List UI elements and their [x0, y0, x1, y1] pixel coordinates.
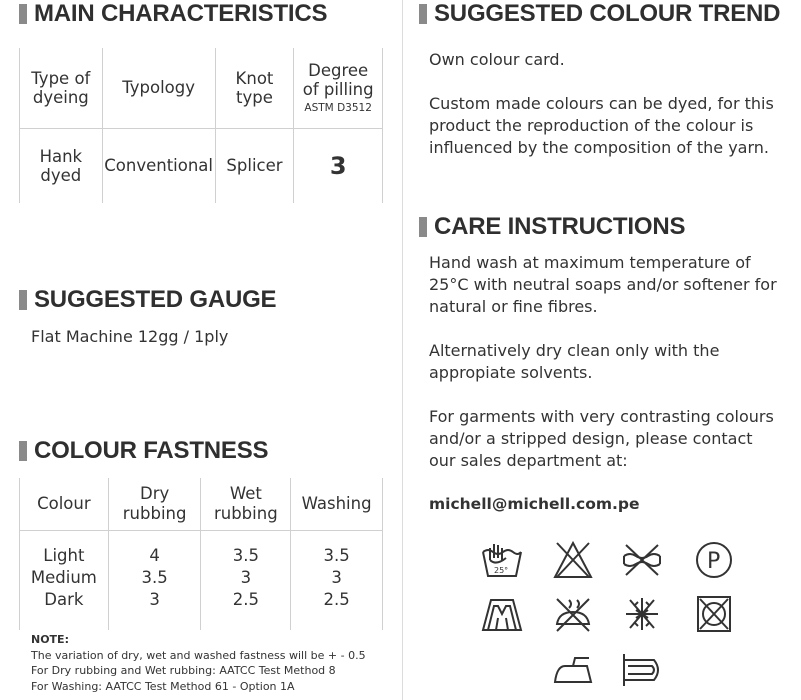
sweater-icon	[480, 594, 524, 634]
heading-bar	[419, 4, 427, 24]
value-knot-type: Splicer	[215, 128, 294, 203]
care-paragraph-wash: Hand wash at maximum temperature of 25°C with neutral soaps and/or softener for natural or fine fibres.	[429, 253, 777, 316]
colour-fastness-title: COLOUR FASTNESS	[34, 437, 269, 464]
note-line: For Washing: AATCC Test Method 61 - Option 1A	[31, 679, 295, 693]
no-wring-icon	[620, 540, 664, 580]
wet-dark: 2.5	[232, 589, 259, 609]
note-title: NOTE:	[31, 633, 69, 646]
hand-wash-icon	[480, 540, 524, 580]
heading-bar	[19, 290, 27, 310]
header-colour: Colour	[20, 478, 109, 530]
wet-rubbing-column	[201, 530, 291, 630]
note	[31, 632, 366, 694]
no-bleach-icon	[551, 540, 595, 580]
main-characteristics-heading	[19, 0, 327, 28]
colour-light: Light	[43, 545, 85, 565]
wet-medium: 3	[240, 567, 252, 587]
care-instructions-heading	[419, 213, 685, 241]
colour-medium: Medium	[30, 567, 97, 587]
care-paragraph-dryclean: Alternatively dry clean only with the appropiate solvents.	[429, 341, 720, 382]
header-type-of-dyeing: Type of dyeing	[20, 48, 103, 128]
value-degree-of-pilling: 3	[294, 128, 383, 203]
main-characteristics-table	[19, 48, 383, 203]
sales-email: michell@michell.com.pe	[429, 495, 640, 513]
header-washing: Washing	[291, 478, 383, 530]
washing-light: 3.5	[323, 545, 350, 565]
header-typology: Typology	[102, 48, 215, 128]
colour-fastness-table	[19, 478, 383, 630]
heading-bar	[19, 441, 27, 461]
header-wet-rubbing: Wet rubbing	[201, 478, 291, 530]
suggested-gauge-heading	[19, 286, 276, 314]
flat-dry-icon	[620, 650, 664, 690]
dry-light: 4	[149, 545, 160, 565]
colour-dark: Dark	[44, 589, 84, 609]
colour-trend-line: Own colour card.	[429, 50, 565, 69]
astm-standard: ASTM D3512	[304, 101, 372, 114]
care-instructions-title: CARE INSTRUCTIONS	[434, 213, 686, 240]
header-degree-of-pilling: Degree of pilling ASTM D3512	[294, 48, 383, 128]
colour-trend-paragraph: Custom made colours can be dyed, for this product the reproduction of the colour is influenced by the composition of the yarn.	[429, 94, 774, 157]
no-tumble-dry-icon	[692, 594, 736, 634]
colour-fastness-heading	[19, 437, 268, 465]
suggested-gauge-title: SUGGESTED GAUGE	[34, 286, 277, 313]
value-type-of-dyeing: Hank dyed	[20, 128, 103, 203]
column-divider	[402, 0, 403, 700]
main-characteristics-title: MAIN CHARACTERISTICS	[34, 0, 328, 27]
value-typology: Conventional	[102, 128, 215, 203]
heading-bar	[19, 4, 27, 24]
washing-column	[291, 530, 383, 630]
header-dry-rubbing: Dry rubbing	[108, 478, 201, 530]
note-line: The variation of dry, wet and washed fastness will be + - 0.5	[31, 648, 366, 662]
colour-trend-heading	[419, 0, 780, 28]
care-paragraph-contact: For garments with very contrasting colours and/or a stripped design, please contact our sales department at:	[429, 407, 774, 470]
note-line: For Dry rubbing and Wet rubbing: AATCC Test Method 8	[31, 664, 336, 677]
heading-bar	[419, 217, 427, 237]
dry-medium: 3.5	[141, 567, 168, 587]
colour-trend-title: SUGGESTED COLOUR TREND	[434, 0, 781, 27]
dry-dark: 3	[149, 589, 160, 609]
washing-dark: 2.5	[323, 589, 350, 609]
no-tumble-pattern-icon	[620, 594, 664, 634]
wet-light: 3.5	[232, 545, 259, 565]
no-iron-steam-icon	[551, 594, 595, 634]
colour-column	[20, 530, 109, 630]
washing-medium: 3	[331, 567, 342, 587]
wash-temp-label: 25°	[494, 566, 509, 575]
header-knot-type: Knot type	[215, 48, 294, 128]
dry-clean-p-icon	[692, 540, 736, 580]
iron-low-icon	[551, 650, 595, 690]
dry-clean-letter: P	[707, 549, 721, 574]
suggested-gauge-text: Flat Machine 12gg / 1ply	[31, 327, 229, 346]
dry-rubbing-column	[108, 530, 201, 630]
